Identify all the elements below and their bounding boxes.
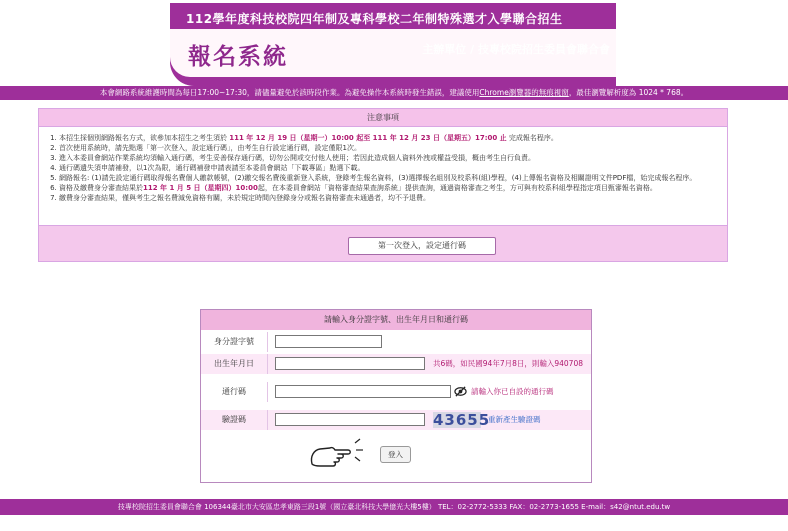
notice-panel-footer [39, 226, 727, 261]
id-number-input[interactable] [275, 335, 382, 348]
id-row [201, 332, 591, 352]
password-hint: 請輸入你已自設的通行碼 [471, 387, 554, 396]
notice-panel-title: 注意事項 [39, 109, 727, 127]
rule-item: 4. 通行碼遺失須申請補發，以1次為限，通行碼補發申請表請至本委員會網站「下載專區」點選下載。 [59, 163, 719, 173]
header-banner [170, 3, 616, 86]
eye-slash-icon[interactable] [454, 385, 467, 398]
system-title: 報名系統 [188, 44, 288, 70]
birth-row [201, 354, 591, 374]
footer-contact: 技專校院招生委員會聯合會 106344臺北市大安區忠孝東路三段1號（國立臺北科技大學億光大樓5樓） TEL：02-2772-5333 FAX：02-2773-1655 E-mail：s42@ntut.edu.tw [0, 499, 788, 515]
first-login-button[interactable]: 第一次登入，設定通行碼 [348, 237, 496, 255]
maintenance-notice [0, 86, 788, 100]
rule-item: 7. 繳費身分審查結果，僅與考生之報名費減免資格有關，未於規定時間內登錄身分或報名資格審查未通過者，均不予退費。 [59, 193, 719, 203]
password-input[interactable] [275, 385, 451, 398]
pointing-hand-icon [308, 436, 366, 468]
exam-title: 112學年度科技校院四年制及專科學校二年制特殊選才入學聯合招生 [186, 12, 563, 26]
captcha-image: 43655 [433, 411, 491, 429]
rule-item: 1. 本招生採個別網路報名方式，欲參加本招生之考生須於 111 年 12 月 19 日（星期一）10:00 起至 111 年 12 月 23 日（星期五）17:00 止 完成報名程序。 [59, 133, 719, 143]
birth-hint: 共6碼，如民國94年7月8日，則輸入940708 [433, 359, 583, 368]
organizer-label: 主辦單位 / 技專校院招生委員會聯合會 [422, 43, 610, 56]
password-label: 通行碼 [201, 382, 268, 402]
chrome-incognito-link[interactable]: Chrome瀏覽器的無痕視窗 [479, 88, 569, 97]
notice-panel [38, 108, 728, 262]
rule-item: 3. 進入本委員會網站作業系統均須輸入通行碼，考生妥善保存通行碼，切勿公開或交付他人使用；若因此造成個人資料外洩或權益受損，概由考生自行負責。 [59, 153, 719, 163]
login-row [201, 444, 591, 464]
login-form [200, 309, 592, 483]
login-form-title: 請輸入身分證字號、出生年月日和通行碼 [201, 310, 591, 330]
login-button[interactable]: 登入 [380, 446, 411, 463]
organizer-text [422, 41, 610, 57]
birth-label: 出生年月日 [201, 354, 268, 374]
rule-item: 2. 首次使用系統時，請先點選「第一次登入，設定通行碼」，由考生自行設定通行碼，設定僅限1次。 [59, 143, 719, 153]
notice-text-after: ，最佳瀏覽解析度為 1024 * 768。 [568, 88, 689, 97]
rule-item: 6. 資格及繳費身分審查結果於112 年 1 月 5 日（星期四）10:00起，在本委員會網站「資格審查結果查詢系統」提供查詢，通過資格審查之考生，方可與有校系科組學程指定項目甄審報名資格。 [59, 183, 719, 193]
captcha-input[interactable] [275, 413, 425, 426]
id-label: 身分證字號 [201, 332, 268, 352]
regenerate-captcha-link[interactable]: 重新產生驗證碼 [488, 415, 541, 424]
birth-date-input[interactable] [275, 357, 425, 370]
rules-list [39, 127, 727, 203]
notice-text-before: 本會網路系統維護時間為每日17:00~17:30，請儘量避免於該時段作業。為避免操作本系統時發生錯誤，建議使用 [99, 88, 480, 97]
notice-panel-body [39, 127, 727, 226]
captcha-row [201, 410, 591, 430]
rule-item: 5. 網路報名: (1)請先設定通行碼取得報名費個人繳款帳號，(2)繳交報名費後重新登入系統，登錄考生報名資料，(3)選擇報名組別及校系科(組)學程，(4)上傳報名資格及相關證明文件PDF檔，始完成報名程序。 [59, 173, 719, 183]
captcha-label: 驗證碼 [201, 410, 268, 430]
password-row [201, 382, 591, 402]
